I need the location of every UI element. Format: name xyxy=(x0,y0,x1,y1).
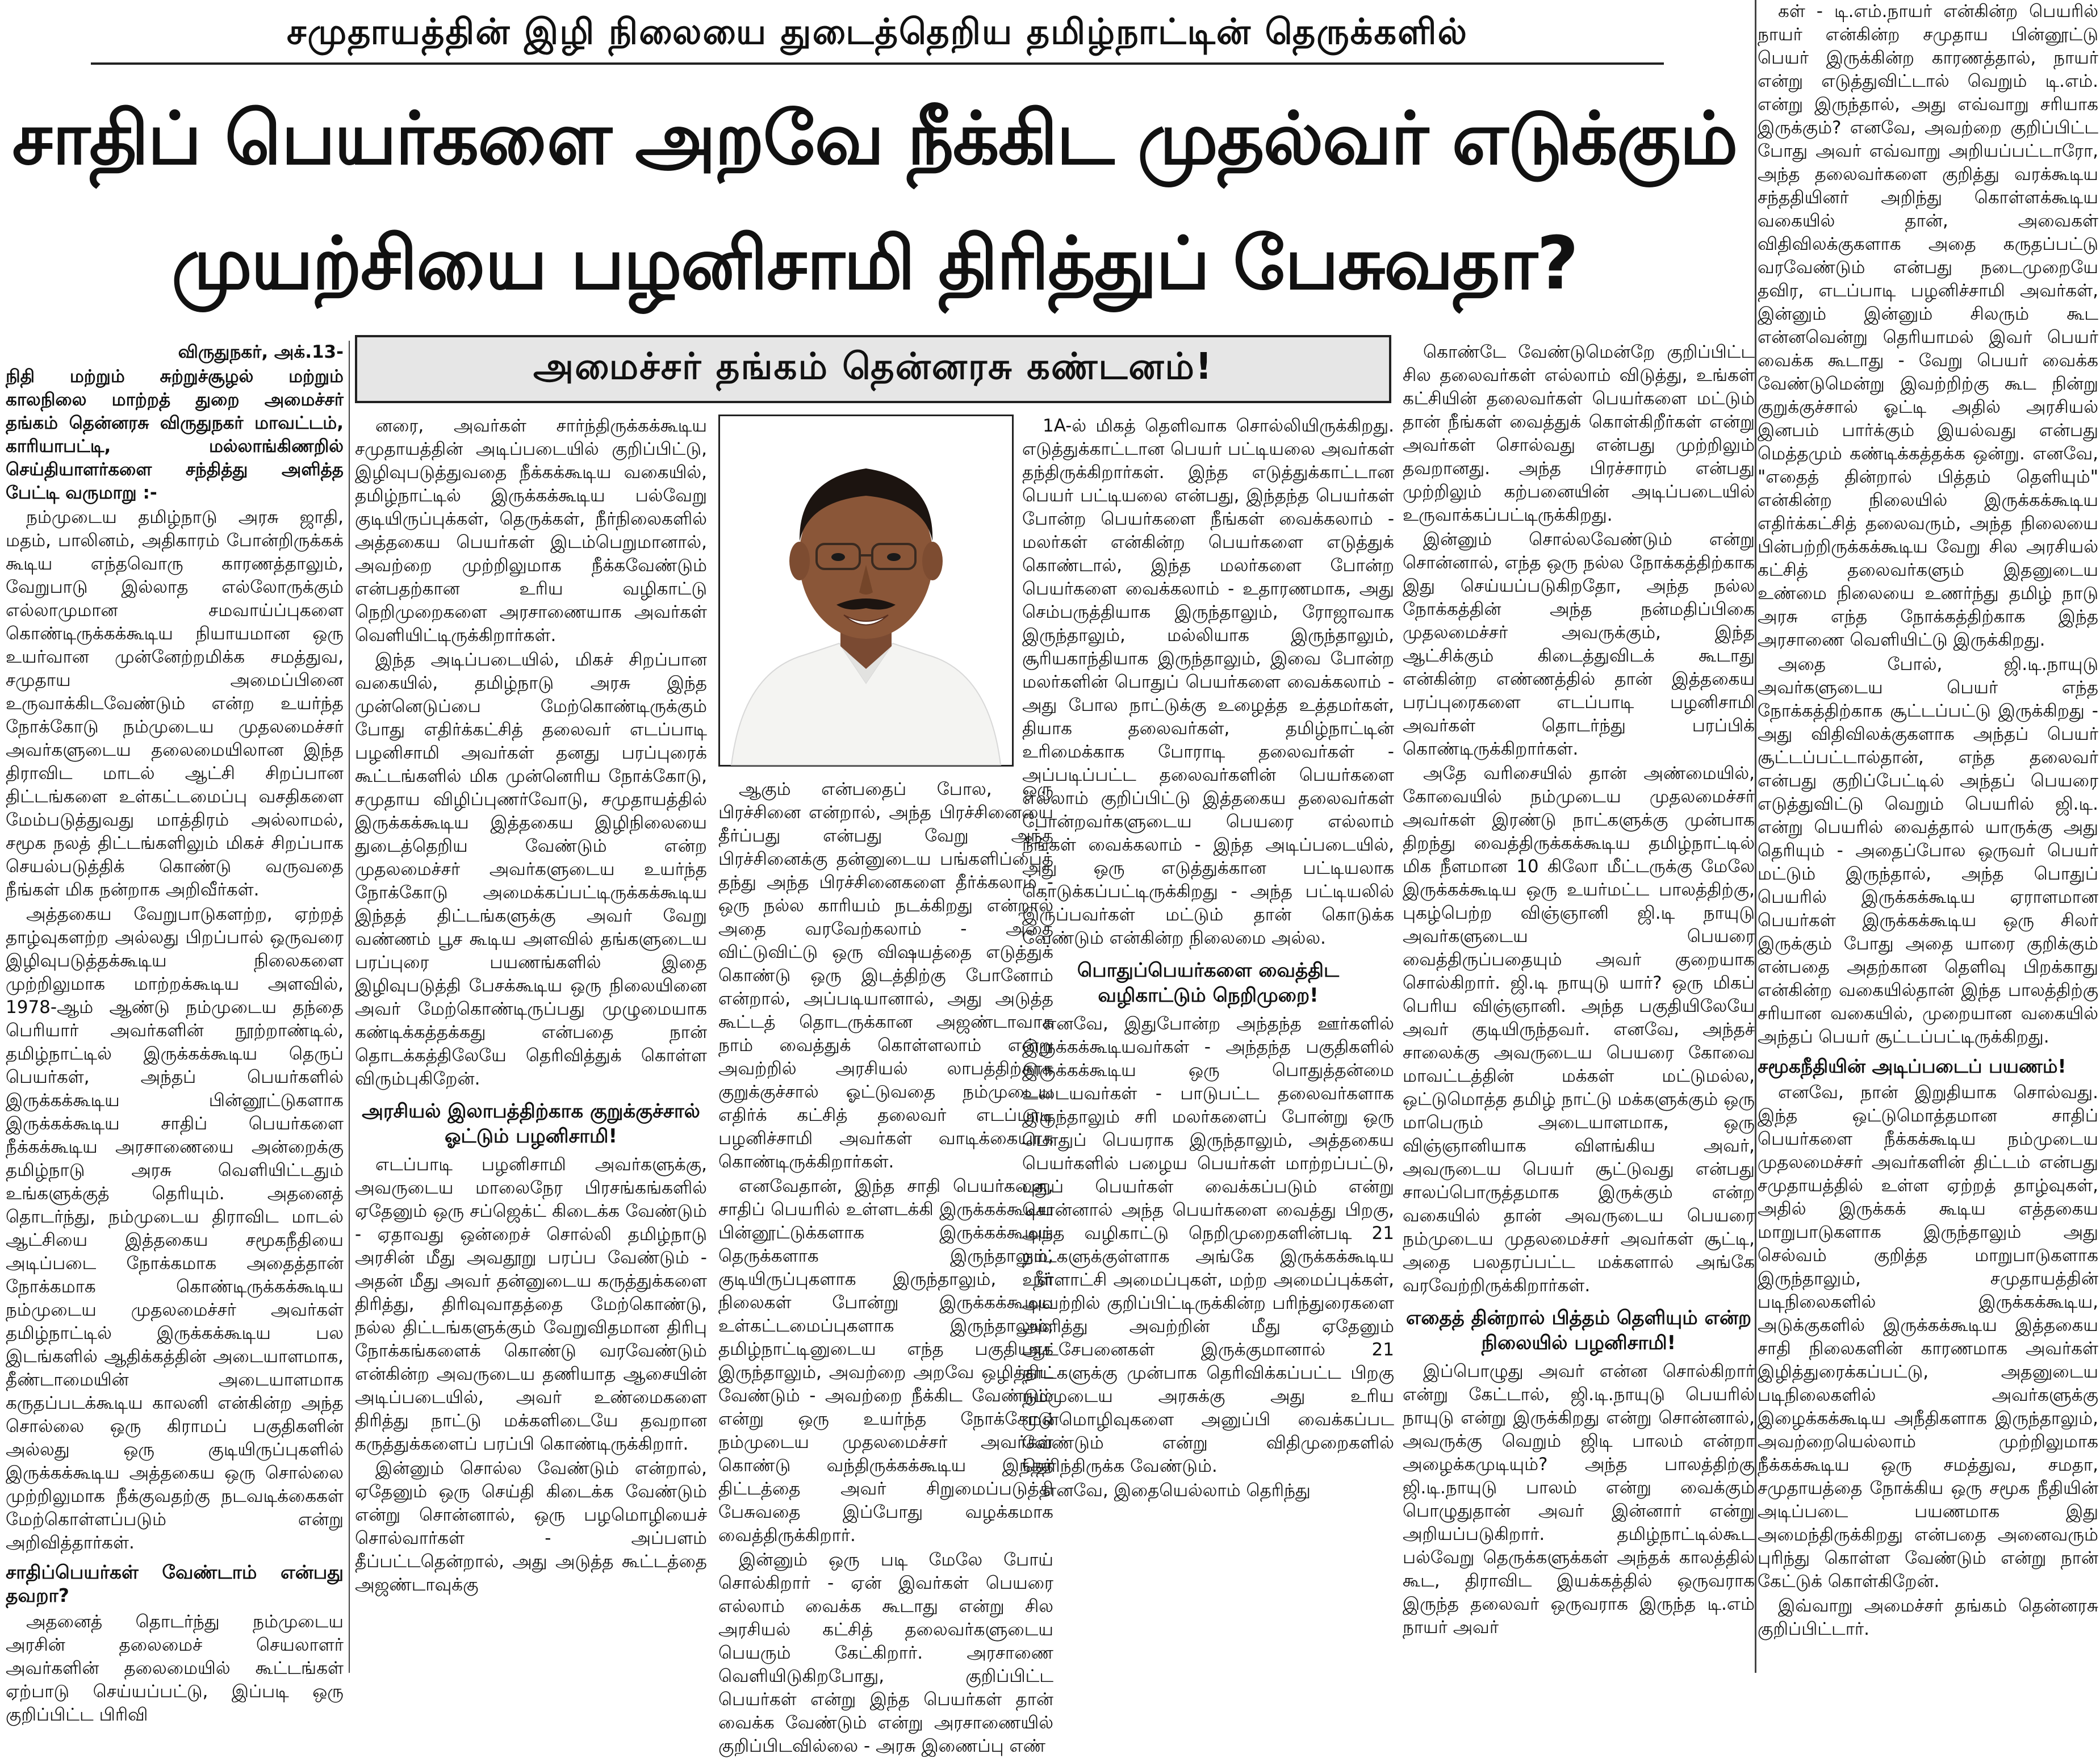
paragraph: எனவேதான், இந்த சாதி பெயர்களை, சாதிப் பெயரில் உள்ளடக்கி இருக்கக்கூடிய பின்னூட்டுக்களாக இருக்கக்கூடிய தெருக்களாக இருந்தாலும், குடியிருப்புகளாக இருந்தாலும், நீர் நிலைகள் போன்று இருக்கக்கூடிய உள்கட்டமைப்புகளாக இருந்தாலும், தமிழ்நாட்டினுடைய எந்த பகுதியாக இருந்தாலும், அவற்றை அறவே ஒழித்திட வேண்டும் - அவற்றை நீக்கிட வேண்டும் என்று ஒரு உயர்ந்த நோக்கோடு நம்முடைய முதலமைச்சர் அவர்கள் கொண்டு வந்திருக்கக்கூடிய இந்தத் திட்டத்தை அவர் சிறுமைப்படுத்தி பேசுவதை இப்போது வழக்கமாக வைத்திருக்கிறார். xyxy=(718,1176,1053,1546)
paragraph: அத்தகைய வேறுபாடுகளற்ற, ஏற்றத் தாழ்வுகளற்ற அல்லது பிறப்பால் ஒருவரை இழிவுபடுத்தக்கூடிய நிலைகளை முற்றிலுமாக மாற்றக்கூடிய அளவில், 1978-ஆம் ஆண்டு நம்முடைய தந்தை பெரியார் அவர்களின் நூற்றாண்டில், தமிழ்நாட்டில் இருக்கக்கூடிய தெருப் பெயர்கள், அந்தப் பெயர்களில் இருக்கக்கூடிய பின்னூட்டுகளாக இருக்கக்கூடிய சாதிப் பெயர்களை நீக்கக்கூடிய அரசாணையை அன்றைக்கு தமிழ்நாடு அரசு வெளியிட்டதும் உங்களுக்குத் தெரியும். அதனைத் தொடர்ந்து, நம்முடைய திராவிட மாடல் ஆட்சியை இத்தகைய சமூகநீதியை அடிப்படை நோக்கமாக அதைத்தான் நோக்கமாக கொண்டிருக்கக்கூடிய நம்முடைய முதலமைச்சர் அவர்கள் தமிழ்நாட்டில் இருக்கக்கூடிய பல இடங்களில் ஆதிக்கத்தின் அடையாளமாக, தீண்டாமையின் அடையாளமாக கருதப்படக்கூடிய காலனி என்கின்ற அந்த சொல்லை ஒரு கிராமப் பகுதிகளின் அல்லது ஒரு குடியிருப்புகளில் இருக்கக்கூடிய அத்தகைய ஒரு சொல்லை முற்றிலுமாக நீக்குவதற்கு நடவடிக்கைகள் மேற்கொள்ளப்படும் என்று அறிவித்தார்கள். xyxy=(6,904,344,1553)
minister-portrait-illustration xyxy=(720,416,1012,765)
paragraph: எடப்பாடி பழனிசாமி அவர்களுக்கு, அவருடைய மாலைநேர பிரசங்கங்களில் ஏதேனும் ஒரு சப்ஜெக்ட் கிடைக்க வேண்டும் - ஏதாவது ஒன்றைச் சொல்லி தமிழ்நாடு அரசின் மீது அவதூறு பரப்ப வேண்டும் - அதன் மீது அவர் தன்னுடைய கருத்துக்களை திரித்து, திரிவுவாதத்தை மேற்கொண்டு, நல்ல திட்டங்களுக்கும் வேறுவிதமான திரிபு நோக்கங்களைக் கொண்டு வரவேண்டும் என்கின்ற அவருடைய தணியாத ஆசையின் அடிப்படையில், அவர் உண்மைகளை திரித்து நாட்டு மக்களிடையே தவறான கருத்துக்களைப் பரப்பி கொண்டிருக்கிறார். xyxy=(355,1154,707,1454)
paragraph: எனவே, இதுபோன்ற அந்தந்த ஊர்களில் இருக்கக்கூடியவர்கள் - அந்தந்த பகுதிகளில் இருக்கக்கூடிய ஒரு பொதுத்தன்மை உடையவர்கள் - பாடுபட்ட தலைவர்களாக இருந்தாலும் சரி மலர்களைப் போன்று ஒரு பொதுப் பெயராக இருந்தாலும், அத்தகைய பெயர்களில் பழைய பெயர்கள் மாற்றப்பட்டு, புதுப் பெயர்கள் வைக்கப்படும் என்று சொன்னால் அந்த பெயர்களை வைத்து பிறகு, அந்த வழிகாட்டு நெறிமுறைகளின்படி 21 நாட்களுக்குள்ளாக அங்கே இருக்கக்கூடிய உள்ளாட்சி அமைப்புகள், மற்ற அமைப்புக்கள், அவற்றில் குறிப்பிட்டிருக்கின்ற பரிந்துரைகளை அளித்து அவற்றின் மீது ஏதேனும் ஆட்சேபனைகள் இருக்குமானால் 21 நாட்களுக்கு முன்பாக தெரிவிக்கப்பட்ட பிறகு நம்முடைய அரசுக்கு அது உரிய முன்மொழிவுகளை அனுப்பி வைக்கப்பட வேண்டும் என்று விதிமுறைகளில் தெரிந்திருக்க வேண்டும். xyxy=(1022,1014,1394,1476)
paragraph: இவ்வாறு அமைச்சர் தங்கம் தென்னரசு குறிப்பிட்டார். xyxy=(1758,1596,2098,1639)
main-headline-line-2: முயற்சியை பழனிசாமி திரித்துப் பேசுவதா? xyxy=(171,221,1578,306)
paragraph: ஆகும் என்பதைப் போல, ஒரு பிரச்சினை என்றால், அந்த பிரச்சினையை தீர்ப்பது என்பது வேறு அந்த பிரச்சினைக்கு தன்னுடைய பங்களிப்பைத் தந்து அந்த பிரச்சினைகளை தீர்க்கலாம் - ஒரு நல்ல காரியம் நடக்கிறது என்றால் அதை வரவேற்கலாம் - அதை விட்டுவிட்டு ஒரு விஷயத்தை எடுத்துக் கொண்டு ஒரு இடத்திற்கு போனோம் என்றால், அப்படியானால், அது அடுத்த கூட்டத் தொடருக்கான அஜண்டாவாக நாம் வைத்துக் கொள்ளலாம் என்று அவற்றில் அரசியல் லாபத்திற்காக குறுக்குச்சால் ஓட்டுவதை நம்முடைய எதிர்க் கட்சித் தலைவர் எடப்பாடி பழனிச்சாமி அவர்கள் வாடிக்கையாக கொண்டிருக்கிறார்கள். xyxy=(718,779,1053,1172)
column-divider xyxy=(1755,0,1756,1673)
article-column-5 xyxy=(1403,341,1755,1669)
kicker-headline: சமுதாயத்தின் இழி நிலையை துடைத்தெறிய தமிழ்நாட்டின் தெருக்களில் xyxy=(91,6,1664,65)
section-subheading: சமூகநீதியின் அடிப்படைப் பயணம்! xyxy=(1758,1055,2066,1077)
paragraph: நம்முடைய தமிழ்நாடு அரசு ஜாதி, மதம், பாலினம், அதிகாரம் போன்றிருக்கக் கூடிய எந்தவொரு காரணத்தாலும், வேறுபாடு இல்லாத எல்லோருக்கும் எல்லாமுமான சமவாய்ப்புகளை கொண்டிருக்கக்கூடிய நியாயமான ஒரு உயர்வான முன்னேற்றமிக்க சமத்துவ, சமுதாய அமைப்பினை உருவாக்கிடவேண்டும் என்ற உயர்ந்த நோக்கோடு நம்முடைய முதலமைச்சர் அவர்களுடைய தலைமையிலான இந்த திராவிட மாடல் ஆட்சி சிறப்பான திட்டங்களை உள்கட்டமைப்பு வசதிகளை மேம்படுத்துவது மாத்திரம் அல்லாமல், சமூக நலத் திட்டங்களிலும் மிகச் சிறப்பாக செயல்படுத்திக் கொண்டு வருவதை நீங்கள் மிக நன்றாக அறிவீர்கள். xyxy=(6,507,344,900)
paragraph: அதனைத் தொடர்ந்து நம்முடைய அரசின் தலைமைச் செயலாளர் அவர்களின் தலைமையில் கூட்டங்கள் ஏற்பாடு செய்யப்பட்டு, இப்படி ஒரு குறிப்பிட்ட பிரிவி xyxy=(6,1612,344,1725)
paragraph: இன்னும் ஒரு படி மேலே போய் சொல்கிறார் - ஏன் இவர்கள் பெயரை எல்லாம் வைக்க கூடாது என்று சில அரசியல் கட்சித் தலைவர்களுடைய பெயரும் கேட்கிறார். அரசாணை வெளியிடுகிறபோது, குறிப்பிட்ட பெயர்கள் என்று இந்த பெயர்கள் தான் வைக்க வேண்டும் என்று அரசாணையில் குறிப்பிடவில்லை - அரசு இணைப்பு எண் xyxy=(718,1550,1053,1756)
paragraph: னரை, அவர்கள் சார்ந்திருக்கக்கூடிய சமுதாயத்தின் அடிப்படையில் குறிப்பிட்டு, இழிவுபடுத்துவதை நீக்கக்கூடிய வகையில், தமிழ்நாட்டில் இருக்கக்கூடிய பல்வேறு குடியிருப்புக்கள், தெருக்கள், நீர்நிலைகளில் அத்தகைய பெயர்கள் இடம்பெறுமானால், அவற்றை முற்றிலுமாக நீக்கவேண்டும் என்பதற்கான உரிய வழிகாட்டு நெறிமுறைகளை அரசாணையாக அவர்கள் வெளியிட்டிருக்கிறார்கள். xyxy=(355,416,707,646)
sub-headline-banner: அமைச்சர் தங்கம் தென்னரசு கண்டனம்! xyxy=(355,335,1391,403)
paragraph: இப்பொழுது அவர் என்ன சொல்கிறார் என்று கேட்டால், ஜி.டி.நாயுடு பெயரில் நாயுடு என்று இருக்கிறது என்று சொன்னால், அவருக்கு வெறும் ஜிடி பாலம் என்றா அழைக்கமுடியும்? அந்த பாலத்திற்கு ஜி.டி.நாயுடு பாலம் என்று வைக்கும் பொழுதுதான் அவர் இன்னார் என்று அறியப்படுகிறார். தமிழ்நாட்டில்கூட பல்வேறு தெருக்களுக்கள் அந்தக் காலத்தில் கூட, திராவிட இயக்கத்தில் ஒருவராக இருந்த தலைவர் ஒருவராக இருந்த டி.எம் நாயர் அவர் xyxy=(1403,1361,1755,1638)
paragraph: கள் - டி.எம்.நாயர் என்கின்ற பெயரில் நாயர் என்கின்ற சமுதாய பின்னூட்டு பெயர் இருக்கின்ற காரணத்தால், நாயர் என்று எடுத்துவிட்டால் வெறும் டி.எம். என்று இருந்தால், அது எவ்வாறு சரியாக இருக்கும்? எனவே, அவற்றை குறிப்பிட்ட போது அவர் எவ்வாறு அறியப்பட்டாரோ, அந்த தலைவர்களை குறித்து வரக்கூடிய சந்ததியினர் அறிந்து கொள்ளக்கூடிய வகையில் தான், அவைகள் விதிவிலக்குகளாக அதை கருதப்பட்டு வரவேண்டும் என்பது நடைமுறையே தவிர, எடப்பாடி பழனிச்சாமி அவர்கள், இன்னும் இன்னும் சிலரும் கூட என்னவென்று தெரியாமல் இவர் பெயர் வைக்க கூடாது - வேறு பெயர் வைக்க வேண்டுமென்று இவற்றிற்கு கூட நின்று குறுக்குச்சால் ஓட்டி அதில் அரசியல் இனபம் பார்க்கும் இயல்வது என்பது மெத்தமும் கண்டிக்கத்தக்க ஒன்று. எனவே, "எதைத் தின்றால் பித்தம் தெளியும்" என்கின்ற நிலையில் இருக்கக்கூடிய எதிர்க்கட்சித் தலைவரும், அந்த நிலையை பின்பற்றிருக்கக்கூடிய வேறு சில அரசியல் கட்சித் தலைவர்களும் இதனுடைய உண்மை நிலையை உணர்ந்து தமிழ் நாடு அரசு எந்த நோக்கத்திற்காக இந்த அரசாணை வெளியிட்டு இருக்கிறது. xyxy=(1758,1,2098,650)
article-column-1 xyxy=(6,341,344,1725)
paragraph: எனவே, நான் இறுதியாக சொல்வது. இந்த ஒட்டுமொத்தமான சாதிப் பெயர்களை நீக்கக்கூடிய நம்முடைய முதலமைச்சர் அவர்களின் திட்டம் என்பது சமுதாயத்தில் உள்ள ஏற்றத் தாழ்வுகள், அதில் இருக்கக் கூடிய எத்தகைய மாறுபாடுகளாக இருந்தாலும் அது செல்வம் குறித்த மாறுபாடுகளாக இருந்தாலும், சமுதாயத்தின் படிநிலைகளில் இருக்கக்கூடிய, அடுக்குகளில் இருக்கக்கூடிய இத்தகைய சாதி நிலைகளின் காரணமாக அவர்கள் இழித்துரைக்கப்பட்டு, அதனுடைய படிநிலைகளில் அவர்களுக்கு இழைக்கக்கூடிய அநீதிகளாக இருந்தாலும், அவற்றையெல்லாம் முற்றிலுமாக நீக்கக்கூடிய ஒரு சமத்துவ, சமதா, சமுதாயத்தை நோக்கிய ஒரு சமூக நீதியின் அடிப்படை பயணமாக இது அமைந்திருக்கிறது என்பதை அனைவரும் புரிந்து கொள்ள வேண்டும் என்று நான் கேட்டுக் கொள்கிறேன். xyxy=(1758,1082,2098,1592)
section-subheading: பொதுப்பெயர்களை வைத்திட வழிகாட்டும் நெறிமுறை! xyxy=(1077,959,1340,1007)
paragraph: அதை போல், ஜி.டி.நாயுடு அவர்களுடைய பெயர் எந்த நோக்கத்திற்காக சூட்டப்பட்டு இருக்கிறது - அது விதிவிலக்குகளாக அந்தப் பெயர் சூட்டப்பட்டால்தான், எந்த தலைவர் என்பது குறிப்பேட்டில் அந்தப் பெயரை எடுத்துவிட்டு வெறும் பெயரில் ஜி.டி. என்று பெயரில் வைத்தால் யாருக்கு அது தெரியும் - அதைப்போல ஒருவர் பெயர் மட்டும் இருந்தால், அந்த பொதுப் பெயரில் இருக்கக்கூடிய ஏராளமான பெயர்கள் இருக்கக்கூடிய ஒரு சிலர் இருக்கும் போது அதை யாரை குறிக்கும் என்பதை அதற்கான தெளிவு பிறக்காது என்கின்ற வகையில்தான் இந்த பாலத்திற்கு சரியான வகையில், முறையான வகையில் அந்தப் பெயர் சூட்டப்பட்டிருக்கிறது. xyxy=(1758,654,2098,1047)
column-divider xyxy=(349,341,350,1673)
paragraph: 1A-ல் மிகத் தெளிவாக சொல்லியிருக்கிறது. எடுத்துக்காட்டான பெயர் பட்டியலை அவர்கள் தந்திருக்கிறார்கள். இந்த எடுத்துக்காட்டான பெயர் பட்டியலை என்பது, இந்தந்த பெயர்கள் போன்ற பெயர்களை நீங்கள் வைக்கலாம் - மலர்கள் என்கின்ற பெயர்களை எடுத்துக் கொண்டால், இந்த மலர்களை போன்ற பெயர்களை வைக்கலாம் - உதாரணமாக, அது செம்பருத்தியாக இருந்தாலும், ரோஜாவாக இருந்தாலும், மல்லியாக இருந்தாலும், சூரியகாந்தியாக இருந்தாலும், இவை போன்ற மலர்களின் பொதுப் பெயர்களை வைக்கலாம் - அது போல நாட்டுக்கு உழைத்த உத்தமர்கள், தியாக தலைவர்கள், தமிழ்நாட்டின் உரிமைக்காக போராடி தலைவர்கள் - அப்படிப்பட்ட தலைவர்களின் பெயர்களை எல்லாம் குறிப்பிட்டு இத்தகைய தலைவர்கள் போன்றவர்களுடைய பெயரை எல்லாம் நீங்கள் வைக்கலாம் - இந்த அடிப்படையில், அது ஒரு எடுத்துக்கான பட்டியலாக கொடுக்கப்பட்டிருக்கிறது - அந்த பட்டியலில் இருப்பவர்கள் மட்டும் தான் கொடுக்க வேண்டும் என்கின்ற நிலைமை அல்ல. xyxy=(1022,416,1394,948)
paragraph: அதே வரிசையில் தான் அண்மையில், கோவையில் நம்முடைய முதலமைச்சர் அவர்கள் இரண்டு நாட்களுக்கு முன்பாக திறந்து வைத்திருக்கக்கூடிய தமிழ்நாட்டில் மிக நீளமான 10 கிலோ மீட்டருக்கு மேலே இருக்கக்கூடிய ஒரு உயர்மட்ட பாலத்திற்கு, புகழ்பெற்ற விஞ்ஞானி ஜி.டி நாயுடு அவர்களுடைய பெயரை வைத்திருப்பதையும் அவர் குறையாக சொல்கிறார். ஜி.டி நாயுடு யார்? ஒரு மிகப் பெரிய விஞ்ஞானி. அந்த பகுதியிலேயே அவர் குடியிருந்தவர். எனவே, அந்தச் சாலைக்கு அவருடைய பெயரை கோவை மாவட்டத்தின் மக்கள் மட்டுமல்ல, ஒட்டுமொத்த தமிழ் நாட்டு மக்களுக்கும் ஒரு மாபெரும் அடையாளமாக, ஒரு விஞ்ஞானியாக விளங்கிய அவர், அவருடைய பெயர் சூட்டுவது என்பது சாலப்பொருத்தமாக இருக்கும் என்ற வகையில் தான் அவருடைய பெயரை நம்முடைய முதலமைச்சர் அவர்கள் சூட்டி, அதை பலதரப்பட்ட மக்களால் அங்கே வரவேற்றிருக்கிறார்கள். xyxy=(1403,763,1755,1296)
main-headline-line-1: சாதிப் பெயர்களை அறவே நீக்கிட முதல்வர் எடுக்கும் xyxy=(12,97,1737,181)
section-subheading: அரசியல் இலாபத்திற்காக குறுக்குச்சால் ஓட்டும் பழனிசாமி! xyxy=(362,1100,700,1148)
article-column-2 xyxy=(355,415,707,1669)
dateline: விருதுநகர், அக்.13- xyxy=(178,342,344,362)
paragraph: எனவே, இதையெல்லாம் தெரிந்து xyxy=(1043,1480,1311,1501)
section-subheading: எதைத் தின்றால் பித்தம் தெளியும் என்ற நிலையில் பழனிசாமி! xyxy=(1405,1307,1752,1354)
paragraph: இன்னும் சொல்லவேண்டும் என்று சொன்னால், எந்த ஒரு நல்ல நோக்கத்திற்காக இது செய்யப்படுகிறதோ, அந்த நல்ல நோக்கத்தின் அந்த நன்மதிப்பிகை முதலமைச்சர் அவருக்கும், இந்த ஆட்சிக்கும் கிடைத்துவிடக் கூடாது என்கின்ற எண்ணத்தில் தான் இத்தகைய பரப்புரைகளை எடப்பாடி பழனிசாமி அவர்கள் தொடர்ந்து பரப்பிக் கொண்டிருக்கிறார்கள். xyxy=(1403,529,1755,759)
article-column-6 xyxy=(1758,0,2098,1669)
article-column-3 xyxy=(718,778,1053,1756)
paragraph: இந்த அடிப்படையில், மிகச் சிறப்பான வகையில், தமிழ்நாடு அரசு இந்த முன்னெடுப்பை மேற்கொண்டிருக்கும் போது எதிர்க்கட்சித் தலைவர் எடப்பாடி பழனிசாமி அவர்கள் தனது பரப்புரைக் கூட்டங்களில் மிக முன்னெரிய நோக்கோடு, சமுதாய விழிப்புணர்வோடு, சமுதாயத்தில் இருக்கக்கூடிய இத்தகைய இழிநிலையை துடைத்தெறிய வேண்டும் என்ற முதலமைச்சர் அவர்களுடைய உயர்ந்த நோக்கோடு அமைக்கப்பட்டிருக்கக்கூடிய இந்தத் திட்டங்களுக்கு அவர் வேறு வண்ணம் பூச கூடிய அளவில் தங்களுடைய பரப்புரை பயணங்களில் இதை இழிவுபடுத்தி பேசக்கூடிய ஒரு நிலையினை அவர் மேற்கொண்டிருப்பது முழுமையாக கண்டிக்கத்தக்கது என்பதை நான் தொடக்கத்திலேயே தெரிவித்துக் கொள்ள விரும்புகிறேன். xyxy=(355,650,707,1089)
lead-paragraph: நிதி மற்றும் சுற்றுச்சூழல் மற்றும் காலநிலை மாற்றத் துறை அமைச்சர் தங்கம் தென்னரசு விருதுநகர் மாவட்டம், காரியாபட்டி, மல்லாங்கிணறில் செய்தியாளர்களை சந்தித்து அளித்த பேட்டி வருமாறு :- xyxy=(6,366,344,503)
article-column-4 xyxy=(1022,415,1394,1669)
section-subheading: சாதிப்பெயர்கள் வேண்டாம் என்பது தவறா? xyxy=(6,1561,344,1606)
paragraph: இன்னும் சொல்ல வேண்டும் என்றால், ஏதேனும் ஒரு செய்தி கிடைக்க வேண்டும் என்று சொன்னால், ஒரு பழமொழியைச் சொல்வார்கள் - அப்பளம் தீப்பட்டதென்றால், அது அடுத்த கூட்டத்தை அஜண்டாவுக்கு xyxy=(355,1458,707,1595)
paragraph: கொண்டே வேண்டுமென்றே குறிப்பிட்ட சில தலைவர்கள் எல்லாம் விடுத்து, உங்கள் கட்சியின் தலைவர்கள் பெயர்களை மட்டும் தான் நீங்கள் வைத்துக் கொள்கிறீர்கள் என்று அவர்கள் சொல்வது என்பது முற்றிலும் தவறானது. அந்த பிரச்சாரம் என்பது முற்றிலும் கற்பனையின் அடிப்படையில் உருவாக்கப்பட்டிருக்கிறது. xyxy=(1403,342,1755,525)
minister-photo xyxy=(718,415,1014,767)
